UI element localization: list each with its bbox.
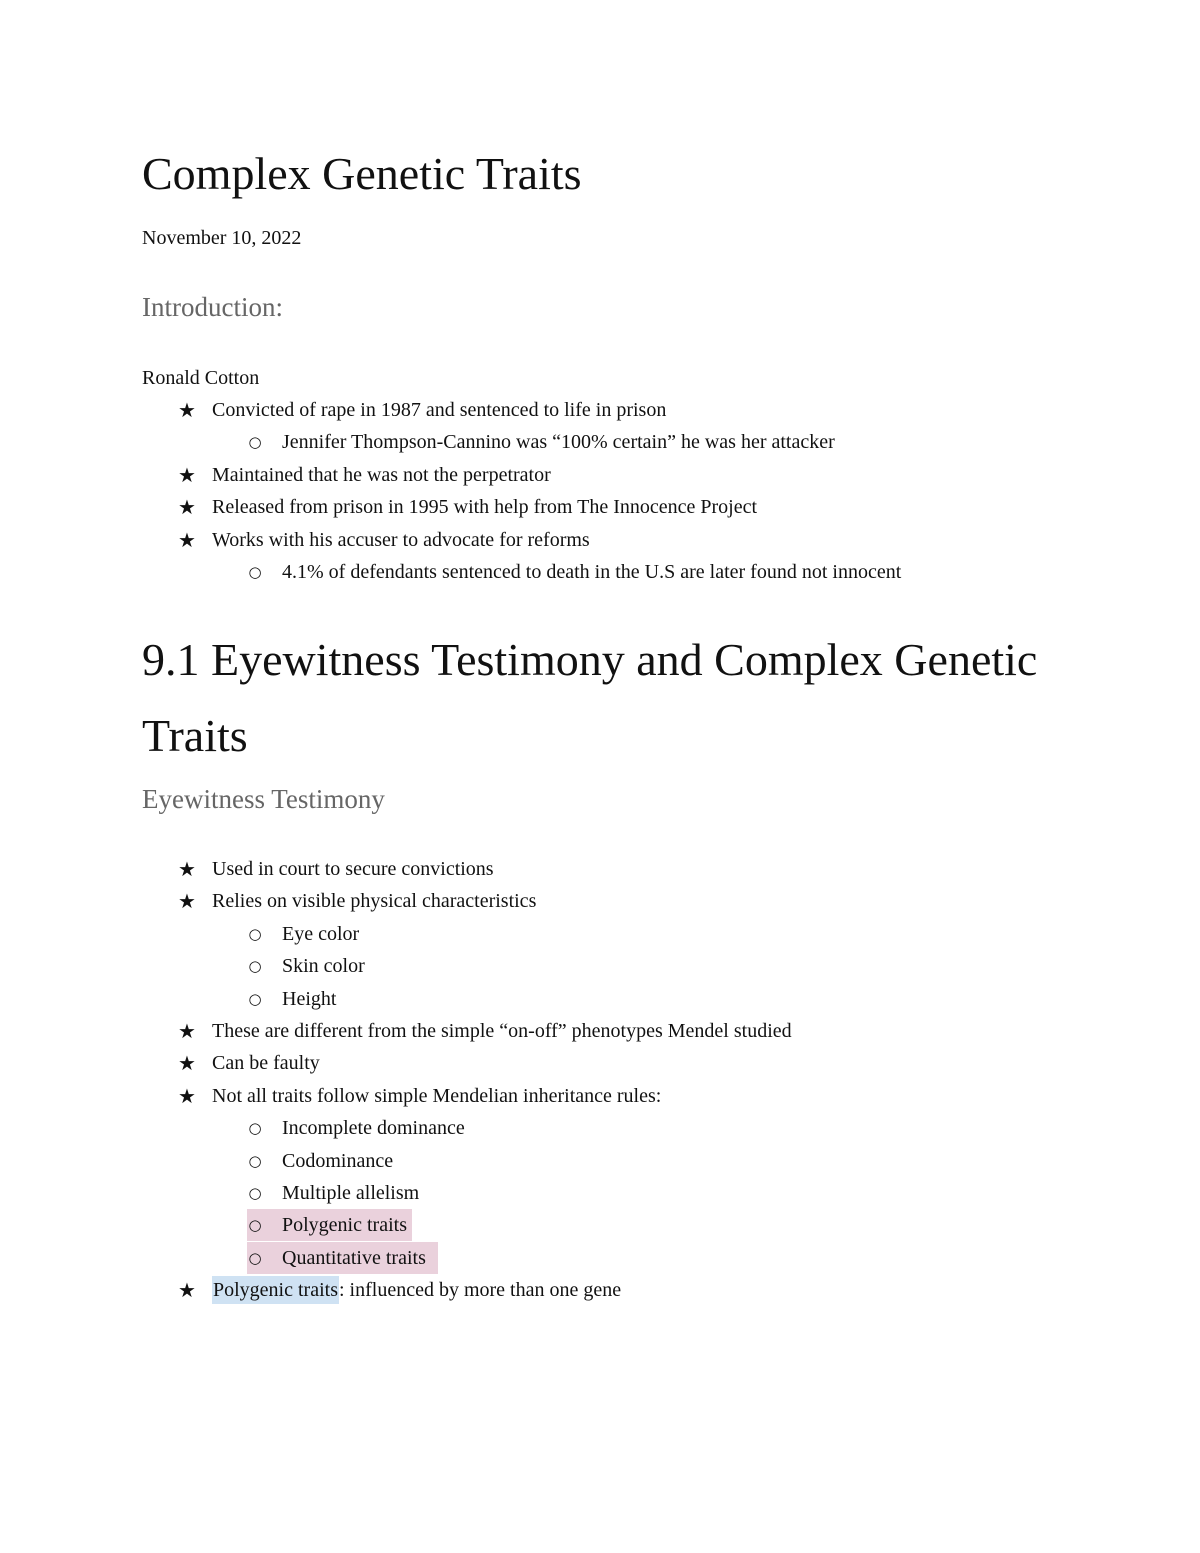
star-bullet-icon: ★ (178, 889, 196, 914)
circle-bullet-icon: ○ (248, 989, 262, 1008)
star-bullet-icon: ★ (178, 527, 196, 552)
introduction-heading: Introduction: (142, 292, 283, 322)
circle-bullet-icon: ○ (248, 1216, 262, 1235)
circle-bullet-icon: ○ (248, 1119, 262, 1138)
circle-bullet-icon: ○ (248, 1248, 262, 1267)
star-bullet-icon: ★ (178, 495, 196, 520)
circle-bullet-icon: ○ (248, 562, 262, 581)
star-bullet-icon: ★ (178, 1083, 196, 1108)
star-bullet-icon: ★ (178, 462, 196, 487)
circle-bullet-icon: ○ (248, 957, 262, 976)
document-title: Complex Genetic Traits (142, 148, 582, 199)
document-page: Complex Genetic Traits November 10, 2022 Introduction: Ronald Cotton ★ Convicted of rape in 1987 and sentenced to life in prison ○ Jennifer Thompson-Cannino was “100% certain” he was her attacker ★ Maintained that he was not the perpetrator ★ Released from prison in 1995 with help from The Innocence Project ★ Works with his accuser to advocate for reforms ○ 4.1% of defendants sentenced to death in the U.S are later found not innocent 9.1 Eyewitness Testimony and Complex Genetic Traits Eyewitness Testimony ★ Used in court to secure convictions ★ Relies on visible physical characteristics ○ Eye color ○ Skin color ○ Height ★ These are different from the simple “on-off” phenotypes Mendel studied ★ Can be faulty ★ Not all traits follow simple Mendelian inheritance rules: ○ Incomplete dominance ○ Codominance ○ Multiple allelism ○ Polygenic traits ○ Quantitative traits ★ Polygenic traits: influenced by more than one gene (0, 0, 1200, 1553)
star-bullet-icon: ★ (178, 1018, 196, 1043)
eyewitness-subheading: Eyewitness Testimony (142, 784, 385, 814)
highlighted-term: Polygenic traits (212, 1276, 339, 1304)
circle-bullet-icon: ○ (248, 1151, 262, 1170)
document-date: November 10, 2022 (142, 227, 302, 249)
star-bullet-icon: ★ (178, 398, 196, 422)
star-bullet-icon: ★ (178, 1278, 196, 1303)
star-bullet-icon: ★ (178, 1051, 196, 1076)
definition-text: : influenced by more than one gene (338, 1279, 622, 1302)
section-heading: 9.1 Eyewitness Testimony and Complex Genetic Traits (142, 634, 1038, 761)
star-bullet-icon: ★ (178, 857, 196, 881)
circle-bullet-icon: ○ (248, 1183, 262, 1202)
circle-bullet-icon: ○ (248, 924, 262, 943)
circle-bullet-icon: ○ (248, 433, 262, 452)
intro-name: Ronald Cotton (142, 367, 260, 389)
